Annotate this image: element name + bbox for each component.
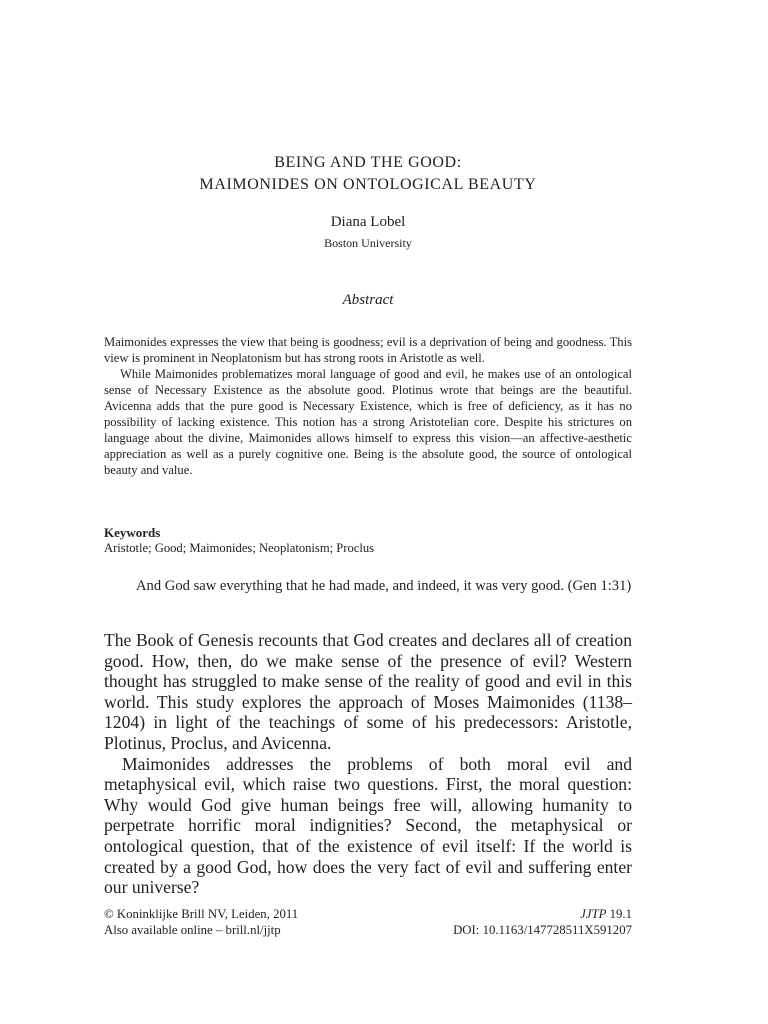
keywords-heading: Keywords	[104, 525, 161, 540]
online-availability: Also available online – brill.nl/jjtp	[104, 923, 281, 937]
body-paragraph-2: Maimonides addresses the problems of both moral evil and metaphysical evil, which raise two questions. First, the moral question: Why would God give human beings free will, allowing humanity to perpetrate horrific moral indignities? Second, the metaphysical or ontological question, that of the existence of evil itself: If the world is created by a good God, how does the very fact of evil and suffering enter our universe?	[104, 753, 632, 898]
author-name: Diana Lobel	[330, 214, 406, 230]
doi-value: 10.1163/147728511X591207	[482, 923, 632, 937]
paper-page	[104, 0, 632, 1024]
doi-label: DOI:	[453, 923, 480, 937]
page-footer	[104, 906, 632, 938]
abstract-paragraph-2: While Maimonides problematizes moral language of good and evil, he makes use of an ontological sense of Necessary Existence as the absolute good. Plotinus wrote that beings are the beautiful. Avicenna adds that the pure good is Necessary Existence, which is free of deficiency, as it has no possibility of lacking existence. This notion has a strong Aristotelian core. Despite his strictures on language about the divine, Maimonides allows himself to express this vision—an affective-aesthetic appreciation as well as a purely cognitive one. Being is the absolute good, the source of ontological beauty and value.	[104, 367, 632, 477]
epigraph-quote: And God saw everything that he had made, and indeed, it was very good. (Gen 1:31)	[136, 578, 632, 594]
footer-row-2	[104, 922, 632, 938]
article-title-line-2: MAIMONIDES ON ONTOLOGICAL BEAUTY	[199, 176, 537, 193]
article-title	[104, 152, 632, 196]
article-title-line-1: BEING AND THE GOOD:	[274, 154, 462, 171]
footer-row-1	[104, 906, 632, 922]
volume-number: 19.1	[609, 907, 632, 921]
abstract-paragraph-1: Maimonides expresses the view that being is goodness; evil is a deprivation of being and goodness. This view is prominent in Neoplatonism but has strong roots in Aristotle as well.	[104, 335, 632, 365]
author-affiliation: Boston University	[324, 236, 412, 250]
body-text	[104, 630, 632, 898]
journal-abbreviation: JJTP	[580, 907, 607, 921]
copyright-notice: © Koninklijke Brill NV, Leiden, 2011	[104, 907, 299, 921]
keywords-list: Aristotle; Good; Maimonides; Neoplatonism; Proclus	[104, 541, 375, 555]
doi	[453, 922, 632, 938]
abstract-heading: Abstract	[342, 292, 394, 308]
body-paragraph-1: The Book of Genesis recounts that God creates and declares all of creation good. How, then, do we make sense of the presence of evil? Western thought has struggled to make sense of the reality of good and evil in this world. This study explores the approach of Moses Maimonides (1138–1204) in light of the teachings of some of his predecessors: Aristotle, Plotinus, Proclus, and Avicenna.	[104, 630, 632, 753]
journal-volume	[580, 906, 632, 922]
abstract-body	[104, 334, 632, 478]
